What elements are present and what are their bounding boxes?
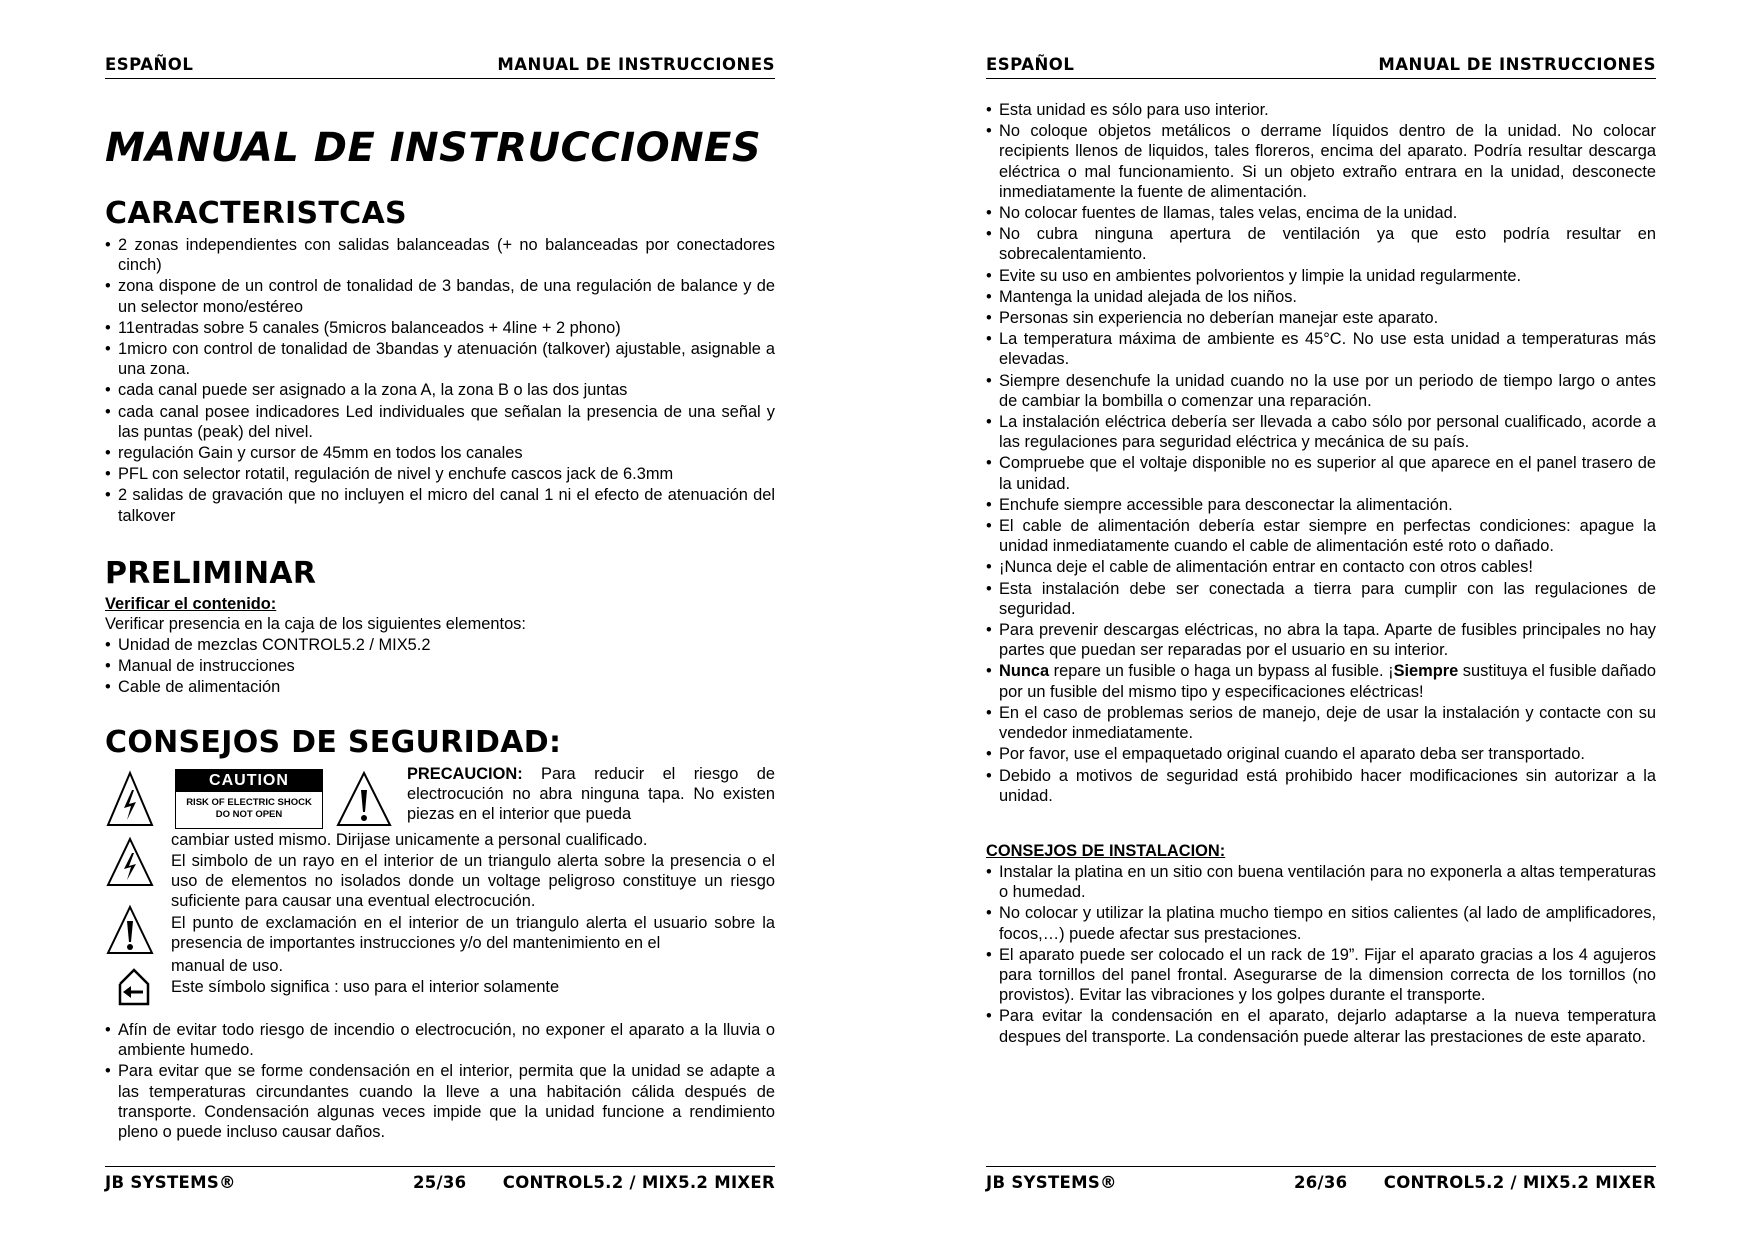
page-left — [105, 0, 775, 1240]
footer-brand: JB SYSTEMS® — [986, 1173, 1117, 1192]
verify-list — [105, 635, 775, 699]
precaucion-continuation: cambiar usted mismo. Dirijase unicamente a personal cualificado. — [171, 831, 648, 849]
feature-item: • 11entradas sobre 5 canales (5micros balanceados + 4line + 2 phono) — [105, 318, 775, 338]
safety-item: • Enchufe siempre accessible para desconectar la alimentación. — [986, 495, 1656, 515]
footer-brand: JB SYSTEMS® — [105, 1173, 236, 1192]
features-list — [105, 235, 775, 527]
safety-item: • Personas sin experiencia no deberían manejar este aparato. — [986, 308, 1656, 328]
page-header — [986, 54, 1656, 79]
page-footer — [105, 1166, 775, 1197]
caution-donotopen-text: DO NOT OPEN — [215, 809, 283, 820]
caution-label-box — [175, 769, 323, 829]
safety-item: • Debido a motivos de seguridad está prohibido hacer modificaciones sin autorizar a la unidad. — [986, 766, 1656, 806]
document-title: MANUAL DE INSTRUCCIONES — [105, 125, 762, 171]
safety-item: • Compruebe que el voltaje disponible no es superior al que aparece en el panel trasero de la unidad. — [986, 453, 1656, 493]
feature-item: • 2 zonas independientes con salidas balanceadas (+ no balanceadas por conectadores cinch) — [105, 235, 775, 275]
safety-item: • Esta instalación debe ser conectada a tierra para cumplir con las regulaciones de seguridad. — [986, 579, 1656, 619]
install-item: • No colocar y utilizar la platina mucho tiempo en sitios calientes (al lado de amplificadores, focos,…) puede afectar sus prestaciones. — [986, 903, 1656, 943]
install-heading: CONSEJOS DE INSTALACION: — [986, 842, 1226, 860]
lightning-symbol-icon — [105, 836, 155, 888]
caution-risk-text: RISK OF ELECTRIC SHOCK — [186, 797, 312, 808]
page-footer — [986, 1166, 1656, 1197]
page-right — [986, 0, 1656, 1240]
lightning-explanation: El simbolo de un rayo en el interior de un triangulo alerta sobre la presencia o el uso de elementos no isolados donde un voltage peligroso constituye un riesgo suficiente para causar una eventual electrocución. — [171, 852, 775, 911]
verify-item: • Unidad de mezclas CONTROL5.2 / MIX5.2 — [105, 635, 775, 655]
footer-model: CONTROL5.2 / MIX5.2 MIXER — [502, 1173, 775, 1192]
safety-item: • Para prevenir descargas eléctricas, no abra la tapa. Aparte de fusibles principales no hay partes que puedan ser reparadas por el usuario en su interior. — [986, 620, 1656, 660]
safety-item: • Esta unidad es sólo para uso interior. — [986, 100, 1656, 120]
exclamation-warning-icon — [335, 770, 393, 828]
precaucion-text — [407, 764, 775, 825]
header-language: ESPAÑOL — [105, 55, 194, 74]
verify-item: • Manual de instrucciones — [105, 656, 775, 676]
safety-item: • No coloque objetos metálicos o derrame líquidos dentro de la unidad. No colocar recipients llenos de liquidos, tales floreros, encima del aparato. Podría resultar descarga eléctrica o mal funcionamiento. Si un objeto extraño entrara en la unidad, desconecte inmediatamente la fuente de alimentación. — [986, 121, 1656, 202]
fuse-text-2: sustituya el fusible dañado por un fusible del mismo tipo y especificaciones eléctricas! — [999, 662, 1656, 701]
fuse-always-label: Siempre — [1393, 662, 1459, 681]
safety-item: • Evite su uso en ambientes polvorientos y limpie la unidad regularmente. — [986, 266, 1656, 286]
install-item: • Para evitar la condensación en el aparato, dejarlo adaptarse a la nueva temperatura despues del transporte. La condensación puede alterar las prestaciones de este aparato. — [986, 1006, 1656, 1046]
header-language: ESPAÑOL — [986, 55, 1075, 74]
safety-heading: CONSEJOS DE SEGURIDAD: — [105, 725, 562, 760]
safety-item: • ¡Nunca deje el cable de alimentación entrar en contacto con otros cables! — [986, 557, 1656, 577]
fuse-never-label: Nunca — [999, 662, 1050, 681]
feature-item: • zona dispone de un control de tonalidad de 3 bandas, de una regulación de balance y de un selector mono/estéreo — [105, 276, 775, 316]
preliminar-heading: PRELIMINAR — [105, 556, 317, 591]
safety-item: • La instalación eléctrica debería ser llevada a cabo sólo por personal cualificado, acorde a las regulaciones para seguridad eléctrica y mecánica de su país. — [986, 412, 1656, 452]
exclamation-symbol-icon — [105, 904, 155, 956]
safety-item: • Por favor, use el empaquetado original cuando el aparato deba ser transportado. — [986, 744, 1656, 764]
feature-item: • 1micro con control de tonalidad de 3bandas y atenuación (talkover) ajustable, asignable a una zona. — [105, 339, 775, 379]
safety-item: • No colocar fuentes de llamas, tales velas, encima de la unidad. — [986, 203, 1656, 223]
precaucion-body: Para reducir el riesgo de electrocución no abra ninguna tapa. No existen piezas en el interior que pueda — [407, 765, 775, 824]
footer-model: CONTROL5.2 / MIX5.2 MIXER — [1383, 1173, 1656, 1192]
safety-item: • Para evitar que se forme condensación en el interior, permita que la unidad se adapte a las temperaturas circundantes cuando la lleve a una habitación cálida después de transporte. Condensación algunas veces impide que la unidad funcione a rendimiento pleno o puede incluso causar daños. — [105, 1061, 775, 1142]
indoor-use-icon — [117, 966, 151, 1008]
safety-item-fuse — [986, 661, 1656, 701]
feature-item: • 2 salidas de gravación que no incluyen el micro del canal 1 ni el efecto de atenuación del talkover — [105, 485, 775, 525]
features-heading: CARACTERISTCAS — [105, 196, 407, 231]
header-title: MANUAL DE INSTRUCCIONES — [497, 55, 775, 74]
safety-item: • No cubra ninguna apertura de ventilación ya que esto podría resultar en sobrecalentamiento. — [986, 224, 1656, 264]
verify-heading: Verificar el contenido: — [105, 595, 277, 613]
verify-intro: Verificar presencia en la caja de los siguientes elementos: — [105, 615, 526, 633]
page-header — [105, 54, 775, 79]
footer-page-number: 25/36 — [413, 1173, 467, 1192]
lightning-warning-icon — [105, 770, 155, 828]
indoor-explanation: Este símbolo significa : uso para el interior solamente — [171, 978, 560, 996]
safety-item: • Afín de evitar todo riesgo de incendio o electrocución, no exponer el aparato a la lluvia o ambiente humedo. — [105, 1020, 775, 1060]
safety-item: • Mantenga la unidad alejada de los niños. — [986, 287, 1656, 307]
exclamation-explanation: El punto de exclamación en el interior de un triangulo alerta el usuario sobre la presencia de importantes instrucciones y/o del mantenimiento en el — [171, 914, 775, 953]
feature-item: • cada canal posee indicadores Led individuales que señalan la presencia de una señal y las puntas (peak) del nivel. — [105, 402, 775, 442]
safety-list-left — [105, 1020, 775, 1143]
safety-list-right — [986, 100, 1656, 807]
safety-item: • En el caso de problemas serios de manejo, deje de usar la instalación y contacte con su vendedor inmediatamente. — [986, 703, 1656, 743]
safety-item: • El cable de alimentación debería estar siempre en perfectas condiciones: apague la unidad inmediatamente cuando el cable de alimentación esté roto o dañado. — [986, 516, 1656, 556]
header-title: MANUAL DE INSTRUCCIONES — [1378, 55, 1656, 74]
feature-item: • PFL con selector rotatil, regulación de nivel y enchufe cascos jack de 6.3mm — [105, 464, 775, 484]
fuse-text-1: repare un fusible o haga un bypass al fusible. ¡ — [1049, 662, 1394, 681]
exclamation-continuation: manual de uso. — [171, 957, 284, 975]
precaucion-label: PRECAUCION: — [407, 765, 523, 783]
caution-label: CAUTION — [176, 770, 322, 792]
feature-item: • cada canal puede ser asignado a la zona A, la zona B o las dos juntas — [105, 380, 775, 400]
verify-item: • Cable de alimentación — [105, 677, 775, 697]
footer-page-number: 26/36 — [1294, 1173, 1348, 1192]
safety-item: • La temperatura máxima de ambiente es 45°C. No use esta unidad a temperaturas más elevadas. — [986, 329, 1656, 369]
install-list — [986, 862, 1656, 1048]
install-item: • Instalar la platina en un sitio con buena ventilación para no exponerla a altas temperaturas o humedad. — [986, 862, 1656, 902]
safety-item: • Siempre desenchufe la unidad cuando no la use por un periodo de tiempo largo o antes de cambiar la bombilla o comenzar una reparación. — [986, 371, 1656, 411]
feature-item: • regulación Gain y cursor de 45mm en todos los canales — [105, 443, 775, 463]
install-item: • El aparato puede ser colocado el un rack de 19”. Fijar el aparato gracias a los 4 agujeros para tornillos del panel frontal. Asegurarse de la dimension correcta de los tornillos (no provistos). Evitar las vibraciones y los golpes durante el transporte. — [986, 945, 1656, 1006]
